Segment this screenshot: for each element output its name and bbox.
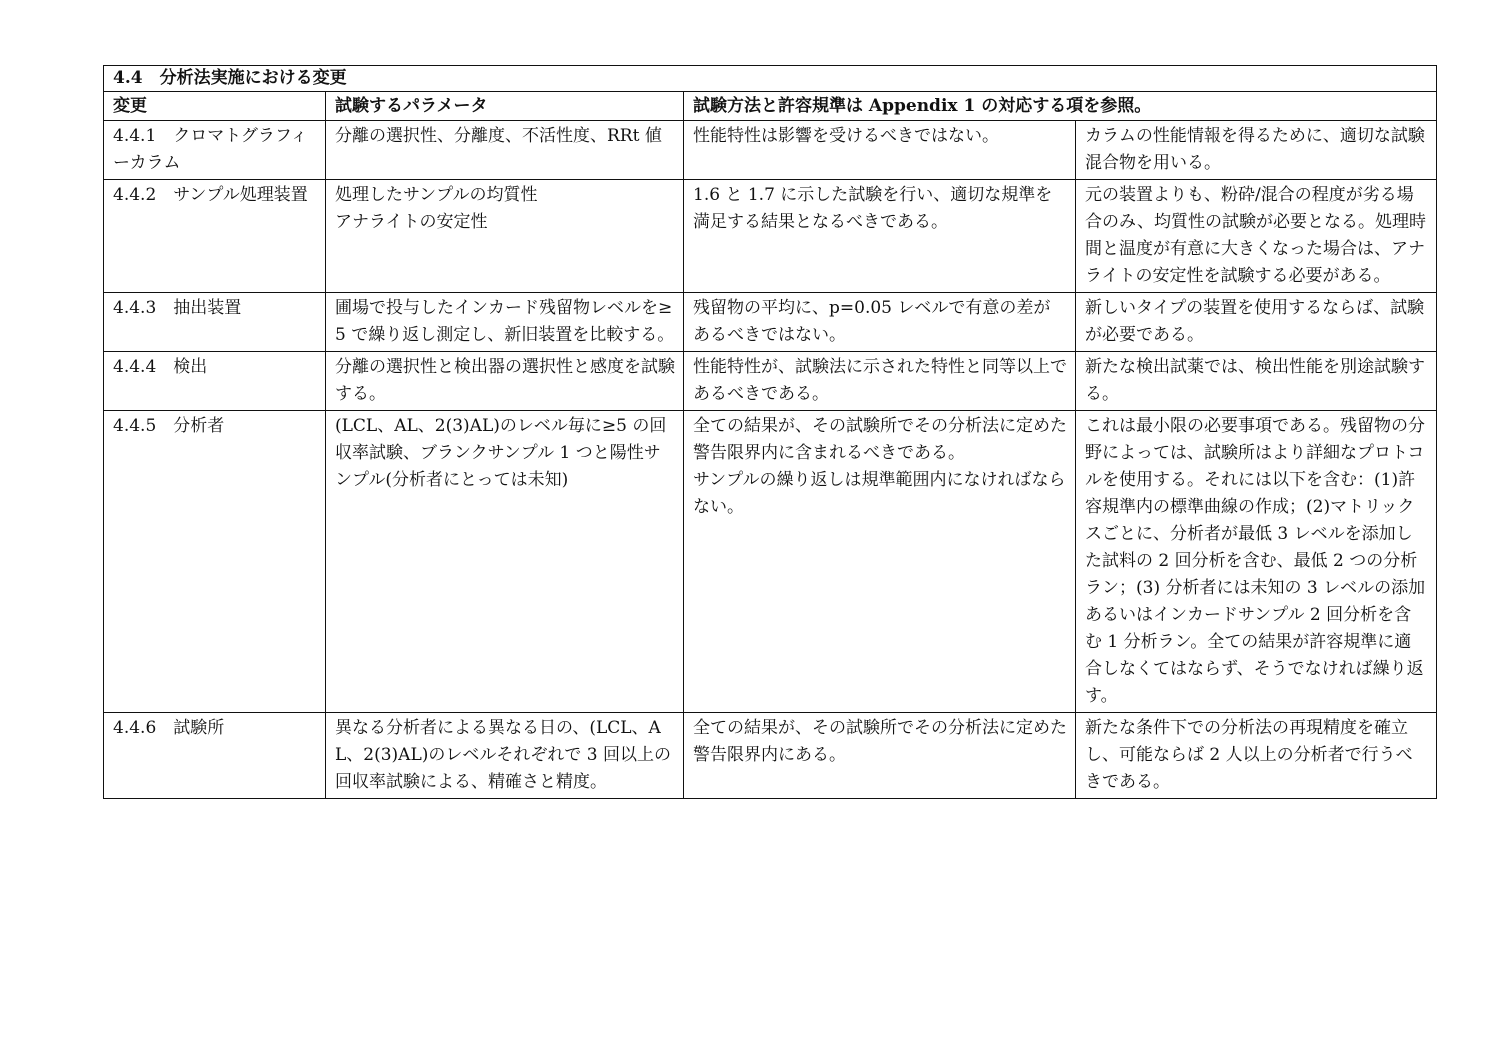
cell-parameter: (LCL、AL、2(3)AL)のレベル毎に≥5 の回収率試験、ブランクサンプル 1 つと陽性サンプル(分析者にとっては未知) bbox=[326, 411, 684, 713]
cell-change: 4.4.4 検出 bbox=[104, 352, 326, 411]
cell-criteria: 残留物の平均に、p=0.05 レベルで有意の差があるべきではない。 bbox=[684, 293, 1076, 352]
table-row bbox=[104, 121, 1437, 180]
cell-note: 新たな条件下での分析法の再現精度を確立し、可能ならば 2 人以上の分析者で行うべきである。 bbox=[1076, 713, 1437, 799]
cell-note: 新たな検出試薬では、検出性能を別途試験する。 bbox=[1076, 352, 1437, 411]
cell-note: カラムの性能情報を得るために、適切な試験混合物を用いる。 bbox=[1076, 121, 1437, 180]
cell-change: 4.4.2 サンプル処理装置 bbox=[104, 180, 326, 293]
table-row bbox=[104, 293, 1437, 352]
cell-criteria: 性能特性が、試験法に示された特性と同等以上であるべきである。 bbox=[684, 352, 1076, 411]
cell-criteria: 全ての結果が、その試験所でその分析法に定めた警告限界内に含まれるべきである。 サンプルの繰り返しは規準範囲内になければならない。 bbox=[684, 411, 1076, 713]
method-change-table bbox=[103, 65, 1437, 799]
cell-change: 4.4.3 抽出装置 bbox=[104, 293, 326, 352]
cell-note: 新しいタイプの装置を使用するならば、試験が必要である。 bbox=[1076, 293, 1437, 352]
table-caption: 4.4 分析法実施における変更 bbox=[104, 66, 1437, 92]
cell-criteria: 性能特性は影響を受けるべきではない。 bbox=[684, 121, 1076, 180]
cell-criteria: 全ての結果が、その試験所でその分析法に定めた警告限界内にある。 bbox=[684, 713, 1076, 799]
cell-change: 4.4.6 試験所 bbox=[104, 713, 326, 799]
cell-change: 4.4.5 分析者 bbox=[104, 411, 326, 713]
table-row bbox=[104, 713, 1437, 799]
cell-parameter: 圃場で投与したインカード残留物レベルを≥5 で繰り返し測定し、新旧装置を比較する。 bbox=[326, 293, 684, 352]
header-method-criteria: 試験方法と許容規準は Appendix 1 の対応する項を参照。 bbox=[684, 92, 1437, 121]
cell-note: これは最小限の必要事項である。残留物の分野によっては、試験所はより詳細なプロトコルを使用する。それには以下を含む：(1)許容規準内の標準曲線の作成；(2)マトリックスごとに、分析者が最低 3 レベルを添加した試料の 2 回分析を含む、最低 2 つの分析ラン；(3) 分析者には未知の 3 レベルの添加あるいはインカードサンプル 2 回分析を含む 1 分析ラン。全ての結果が許容規準に適合しなくてはならず、そうでなければ繰り返す。 bbox=[1076, 411, 1437, 713]
cell-change: 4.4.1 クロマトグラフィーカラム bbox=[104, 121, 326, 180]
table-row bbox=[104, 352, 1437, 411]
cell-note: 元の装置よりも、粉砕/混合の程度が劣る場合のみ、均質性の試験が必要となる。処理時間と温度が有意に大きくなった場合は、アナライトの安定性を試験する必要がある。 bbox=[1076, 180, 1437, 293]
header-parameter: 試験するパラメータ bbox=[326, 92, 684, 121]
table-caption-row bbox=[104, 66, 1437, 92]
cell-parameter: 分離の選択性と検出器の選択性と感度を試験する。 bbox=[326, 352, 684, 411]
table-row bbox=[104, 180, 1437, 293]
table-header-row bbox=[104, 92, 1437, 121]
table-row bbox=[104, 411, 1437, 713]
cell-parameter: 異なる分析者による異なる日の、(LCL、AL、2(3)AL)のレベルそれぞれで 3 回以上の回収率試験による、精確さと精度。 bbox=[326, 713, 684, 799]
cell-parameter: 分離の選択性、分離度、不活性度、RRt 値 bbox=[326, 121, 684, 180]
cell-criteria: 1.6 と 1.7 に示した試験を行い、適切な規準を満足する結果となるべきである。 bbox=[684, 180, 1076, 293]
header-change: 変更 bbox=[104, 92, 326, 121]
cell-parameter: 処理したサンプルの均質性 アナライトの安定性 bbox=[326, 180, 684, 293]
